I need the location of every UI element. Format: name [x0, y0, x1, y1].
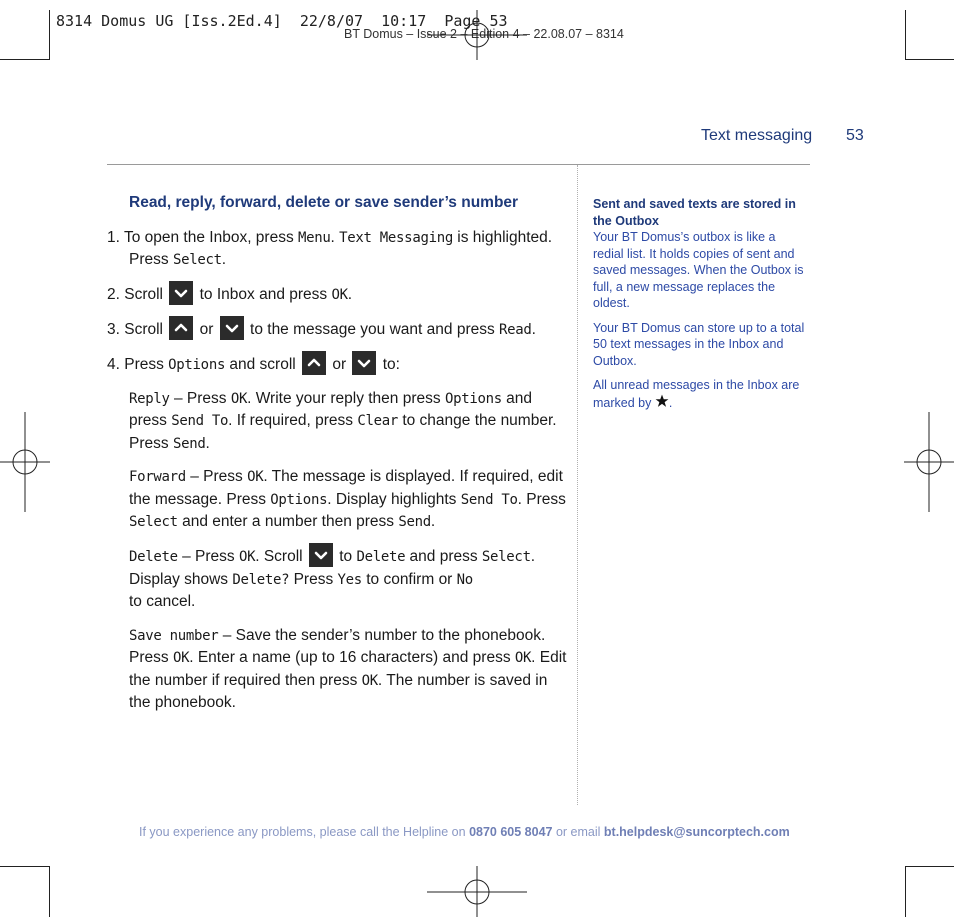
sidebar-paragraph: Your BT Domus can store up to a total 50 text messages in the Inbox and Outbox.: [593, 320, 805, 368]
page-number: 53: [846, 127, 864, 144]
step-3: 3. Scroll or to the message you want and press Read.: [107, 318, 567, 342]
registration-mark-icon: [427, 866, 527, 917]
scroll-down-key-icon: [309, 543, 333, 567]
display-text: Forward: [129, 469, 186, 485]
display-text: Delete: [129, 548, 178, 565]
display-text: Options: [168, 356, 226, 373]
printer-slug-secondary: BT Domus – Issue 2 – Edition 4 – 22.08.07 – 8314: [344, 27, 624, 41]
registration-mark-icon: [427, 10, 527, 60]
registration-mark-icon: [904, 412, 954, 512]
scroll-down-key-icon: [352, 351, 376, 375]
option-forward: Forward – Press OK. The message is displayed. If required, edit the message. Press Options. Display highlights Send To. Press Select and enter a number then press Send.: [129, 468, 566, 530]
section-heading: Read, reply, forward, delete or save sender’s number: [129, 194, 519, 211]
step-2: 2. Scroll to Inbox and press OK.: [107, 283, 567, 307]
sidebar-paragraph: Your BT Domus’s outbox is like a redial list. It holds copies of sent and saved messages. When the Outbox is full, a new message replaces the oldest.: [593, 230, 804, 310]
display-text: Read: [499, 321, 532, 338]
crop-mark: [905, 866, 906, 917]
option-delete: Delete – Press OK. Scroll to Delete and press Select. Display shows Delete? Press Yes to confirm or No to cancel.: [129, 545, 567, 614]
sidebar-title: Sent and saved texts are stored in the Outbox: [593, 197, 796, 228]
sidebar-paragraph: All unread messages in the Inbox are marked by .: [593, 378, 800, 410]
section-title: Text messaging: [701, 127, 813, 144]
display-text: Text Messaging: [339, 229, 453, 246]
helpline-email: bt.helpdesk@suncorptech.com: [603, 825, 790, 839]
display-text: Select: [172, 252, 222, 268]
option-save-number: Save number – Save the sender’s number to the phonebook. Press OK. Enter a name (up to 16 characters) and press OK. Edit the number if required then press OK. The number is saved in the phonebook.: [129, 626, 567, 711]
crop-mark: [905, 10, 906, 60]
sidebar-note: [593, 196, 808, 419]
main-content: [107, 192, 567, 726]
helpline-footer: If you experience any problems, please call the Helpline on 0870 605 8047 or email bt.helpdesk@suncorptech.com: [139, 825, 790, 839]
crop-mark: [49, 10, 50, 60]
header-divider: [107, 164, 810, 165]
printer-slug: 8314 Domus UG [Iss.2Ed.4] 22/8/07 10:17 Page 53: [56, 12, 508, 30]
helpline-phone: 0870 605 8047: [469, 825, 553, 839]
crop-mark: [0, 59, 50, 60]
star-icon: [655, 394, 669, 408]
display-text: Menu: [298, 229, 331, 246]
scroll-up-key-icon: [169, 316, 193, 340]
scroll-down-key-icon: [169, 281, 193, 305]
crop-mark: [0, 866, 50, 867]
option-reply: Reply – Press OK. Write your reply then press Options and press Send To. If required, press Clear to change the number. Press Send.: [129, 389, 557, 452]
step-4: 4. Press Options and scroll or to:: [107, 353, 567, 377]
scroll-up-key-icon: [302, 351, 326, 375]
registration-mark-icon: [0, 412, 50, 512]
display-text: OK: [331, 286, 348, 303]
crop-mark: [905, 866, 954, 867]
column-divider: [577, 165, 578, 805]
display-text: Reply: [129, 390, 170, 407]
crop-mark: [49, 866, 50, 917]
crop-mark: [905, 59, 954, 60]
scroll-down-key-icon: [220, 316, 244, 340]
step-1: 1. To open the Inbox, press Menu. Text Messaging is highlighted. Press Select.: [107, 228, 553, 268]
display-text: Save number: [129, 627, 219, 644]
